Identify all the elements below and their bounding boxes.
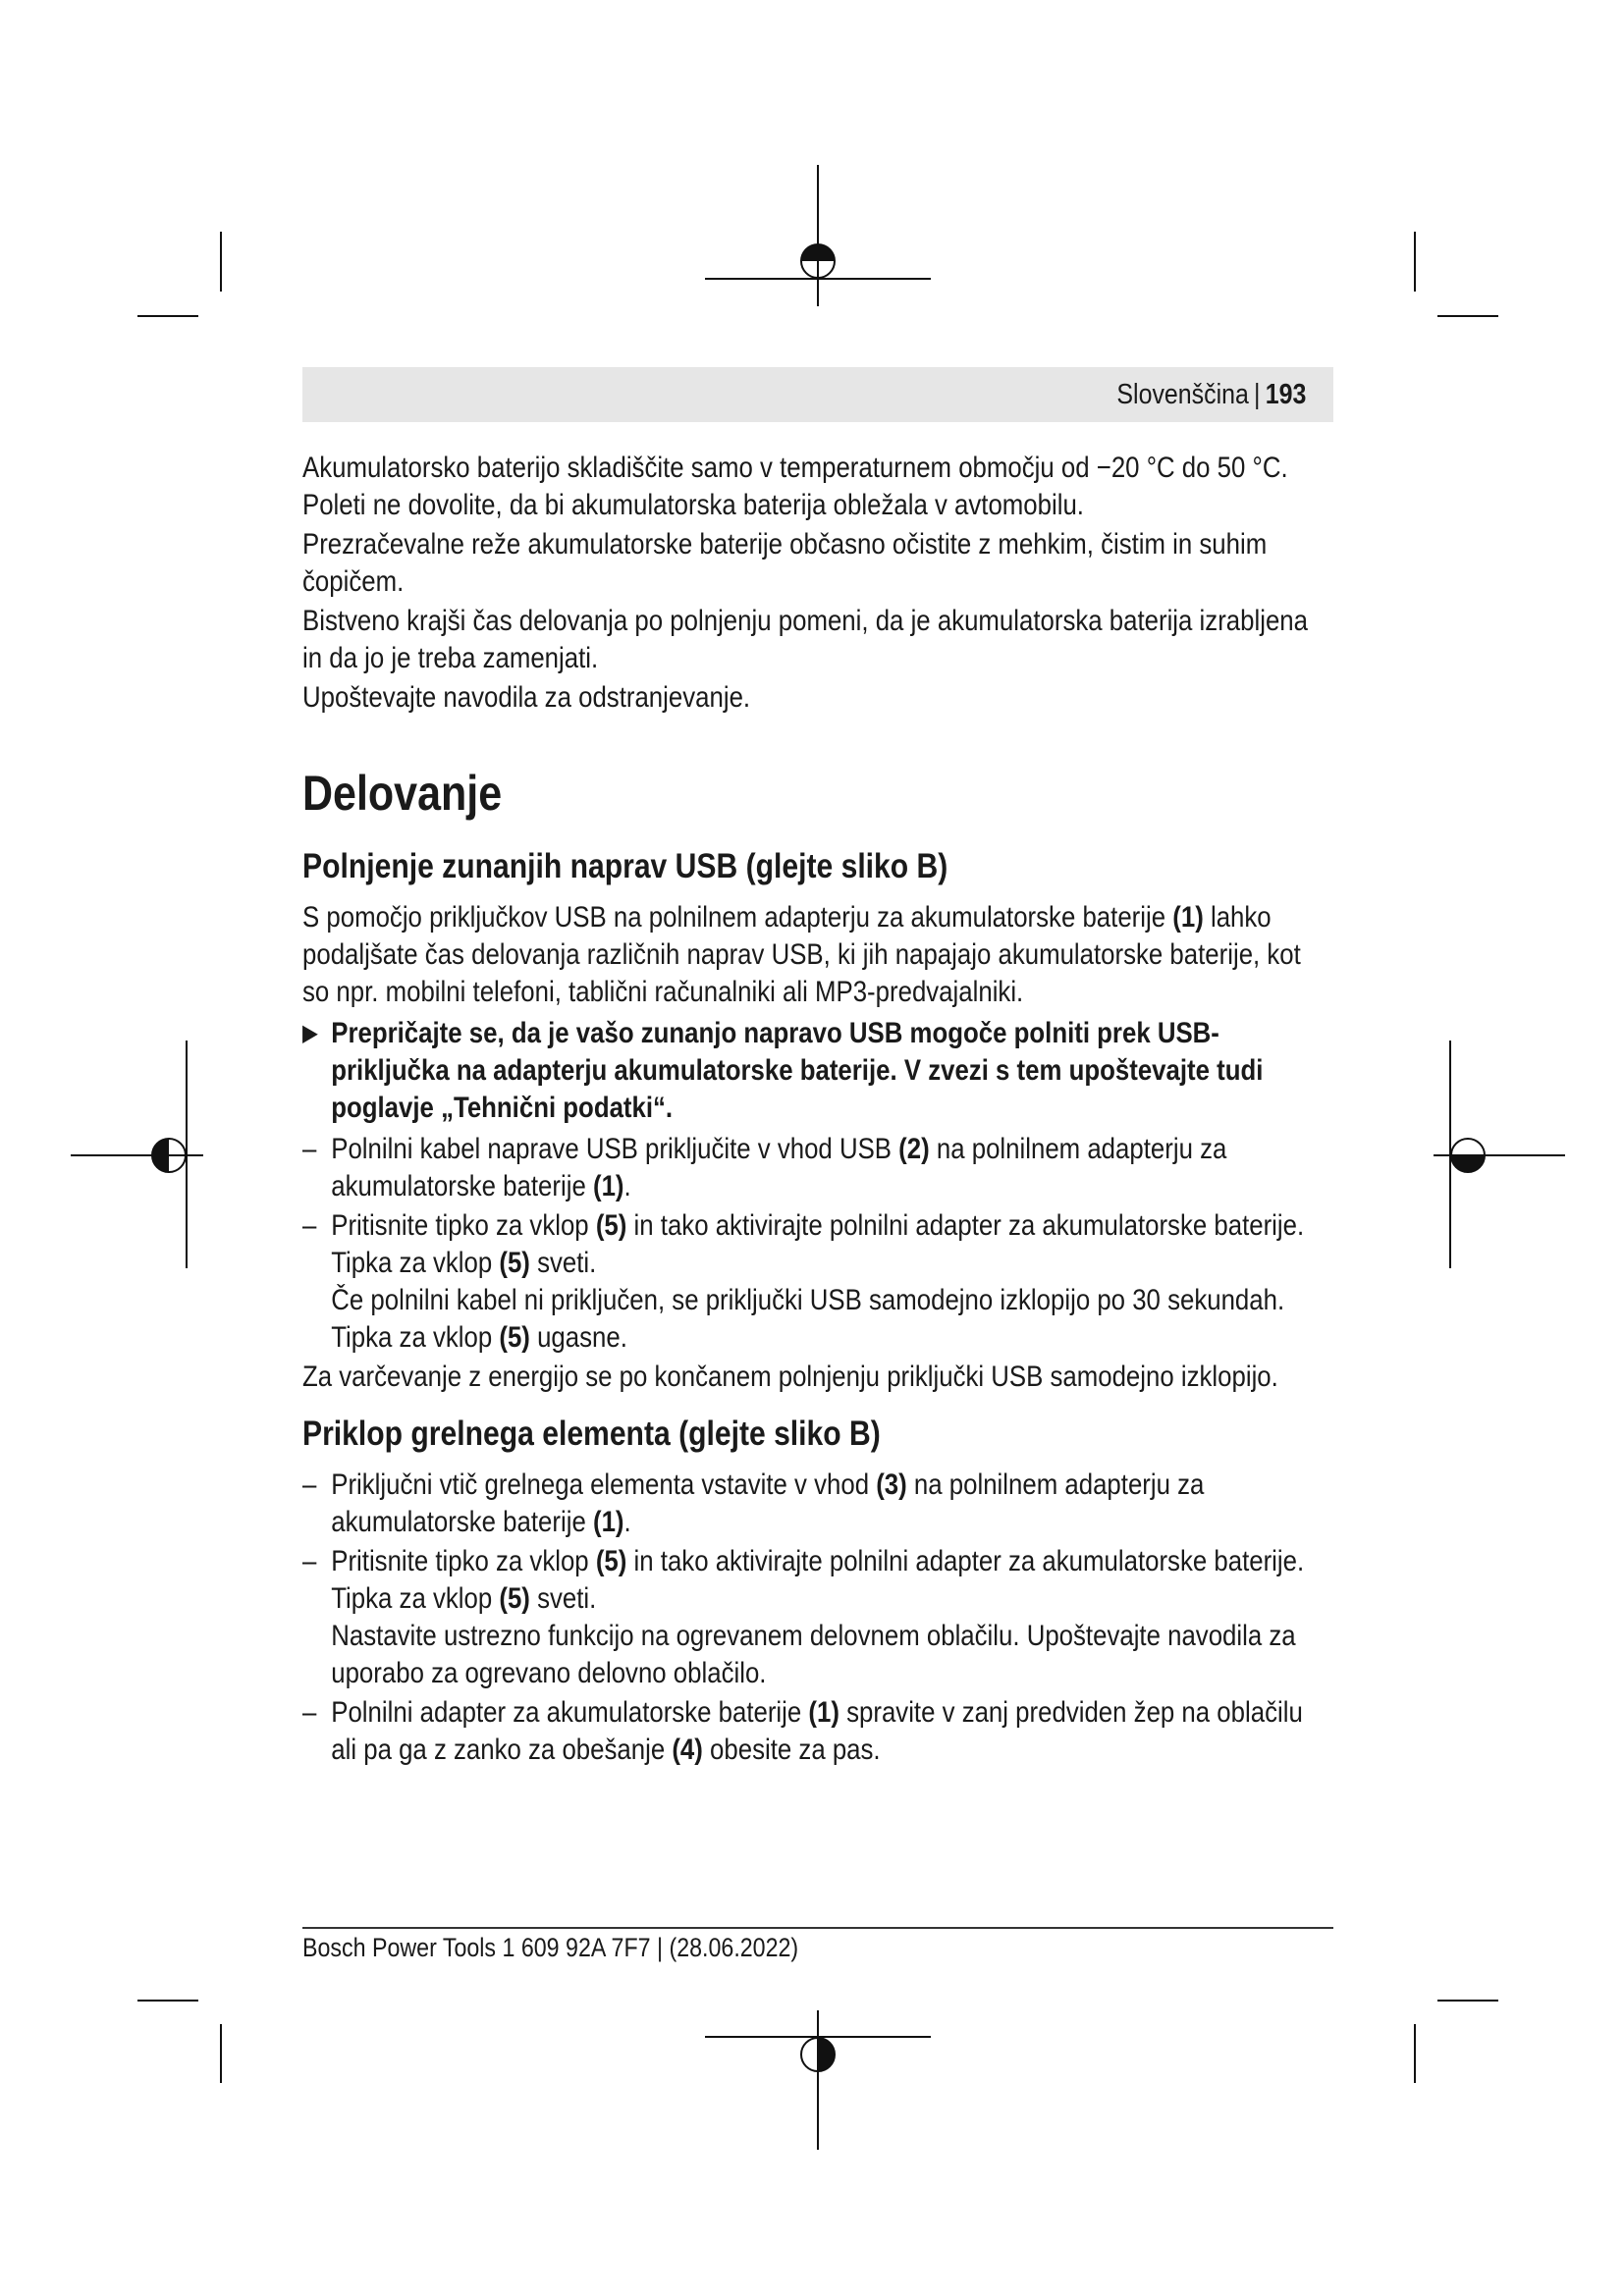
heater-step-1: – Priključni vtič grelnega elementa vstavite v vhod (3) na polnilnem adapterju za akumulatorske baterije (1). — [302, 1468, 1205, 1538]
dash-bullet: – — [302, 1696, 317, 1729]
usb-step-1: – Polnilni kabel naprave USB priključite v vhod USB (2) na polnilnem adapterju za akumulatorske baterije (1). — [302, 1133, 1227, 1202]
usb-step-2: – Pritisnite tipko za vklop (5) in tako aktivirajte polnilni adapter za akumulatorske baterije. Tipka za vklop (5) sveti. Če polnilni kabel ni priključen, se priključki USB samodejno izklopijo po 30 sekundah. Tipka za vklop (5) ugasne. — [302, 1207, 1332, 1357]
intro-paragraph: Bistveno krajši čas delovanja po polnjenju pomeni, da je akumulatorska baterija izrabljena in da jo je treba zamenjati. — [302, 605, 1308, 674]
usb-intro: S pomočjo priključkov USB na polnilnem adapterju za akumulatorske baterije (1) lahko podaljšate čas delovanja različnih naprav USB, ki jih napajajo akumulatorske baterije, kot so npr. mobilni telefoni, tablični računalniki ali MP3-predvajalniki. — [302, 901, 1301, 1008]
dash-bullet: – — [302, 1209, 317, 1242]
dash-bullet: – — [302, 1133, 317, 1165]
dash-bullet: – — [302, 1545, 317, 1577]
heater-step-3: – Polnilni adapter za akumulatorske baterije (1) spravite v zanj predviden žep na oblačilu ali pa ga z zanko za obešanje (4) obesite za pas. — [302, 1696, 1303, 1766]
usb-warning — [302, 1015, 1332, 1127]
intro-paragraph: Akumulatorsko baterijo skladiščite samo v temperaturnem območju od −20 °C do 50 °C. Poleti ne dovolite, da bi akumulatorska baterija obležala v avtomobilu. — [302, 452, 1288, 521]
heater-section-title: Priklop grelnega elementa (glejte sliko B) — [302, 1415, 881, 1453]
intro-paragraph: Upoštevajte navodila za odstranjevanje. — [302, 681, 751, 714]
header-separator: | — [1253, 379, 1261, 410]
section-title: Delovanje — [302, 766, 503, 821]
intro-paragraph: Prezračevalne reže akumulatorske baterije občasno očistite z mehkim, čistim in suhim čopičem. — [302, 528, 1268, 598]
page-content — [302, 450, 1332, 1771]
usb-step-2-note: Če polnilni kabel ni priključen, se priključki USB samodejno izklopijo po 30 sekundah. Tipka za vklop (5) ugasne. — [331, 1284, 1285, 1354]
usb-closing: Za varčevanje z energijo se po končanem polnjenju priključki USB samodejno izklopijo. — [302, 1361, 1278, 1393]
heater-step-2-note: Nastavite ustrezno funkcijo na ogrevanem delovnem oblačilu. Upoštevajte navodila za uporabo za ogrevano delovno oblačilo. — [331, 1620, 1296, 1689]
header-text — [1116, 379, 1306, 410]
page-number: 193 — [1265, 379, 1306, 410]
footer-rule — [302, 1927, 1333, 1929]
warning-text: Prepričajte se, da je vašo zunanjo napravo USB mogoče polniti prek USB-priključka na adapterju akumulatorske baterije. V zvezi s tem upoštevajte tudi poglavje „Tehnični podatki“. — [331, 1017, 1264, 1124]
warning-triangle-icon: ▶ — [302, 1020, 318, 1046]
dash-bullet: – — [302, 1468, 317, 1501]
footer-text: Bosch Power Tools 1 609 92A 7F7 | (28.06.2022) — [302, 1933, 799, 1962]
usb-section-title: Polnjenje zunanjih naprav USB (glejte sliko B) — [302, 847, 948, 885]
page-header — [302, 367, 1333, 422]
header-language: Slovenščina — [1116, 379, 1249, 410]
heater-step-2: – Pritisnite tipko za vklop (5) in tako aktivirajte polnilni adapter za akumulatorske baterije. Tipka za vklop (5) sveti. Nastavite ustrezno funkcijo na ogrevanem delovnem oblačilu. Upoštevajte navodila za uporabo za ogrevano delovno oblačilo. — [302, 1543, 1332, 1692]
